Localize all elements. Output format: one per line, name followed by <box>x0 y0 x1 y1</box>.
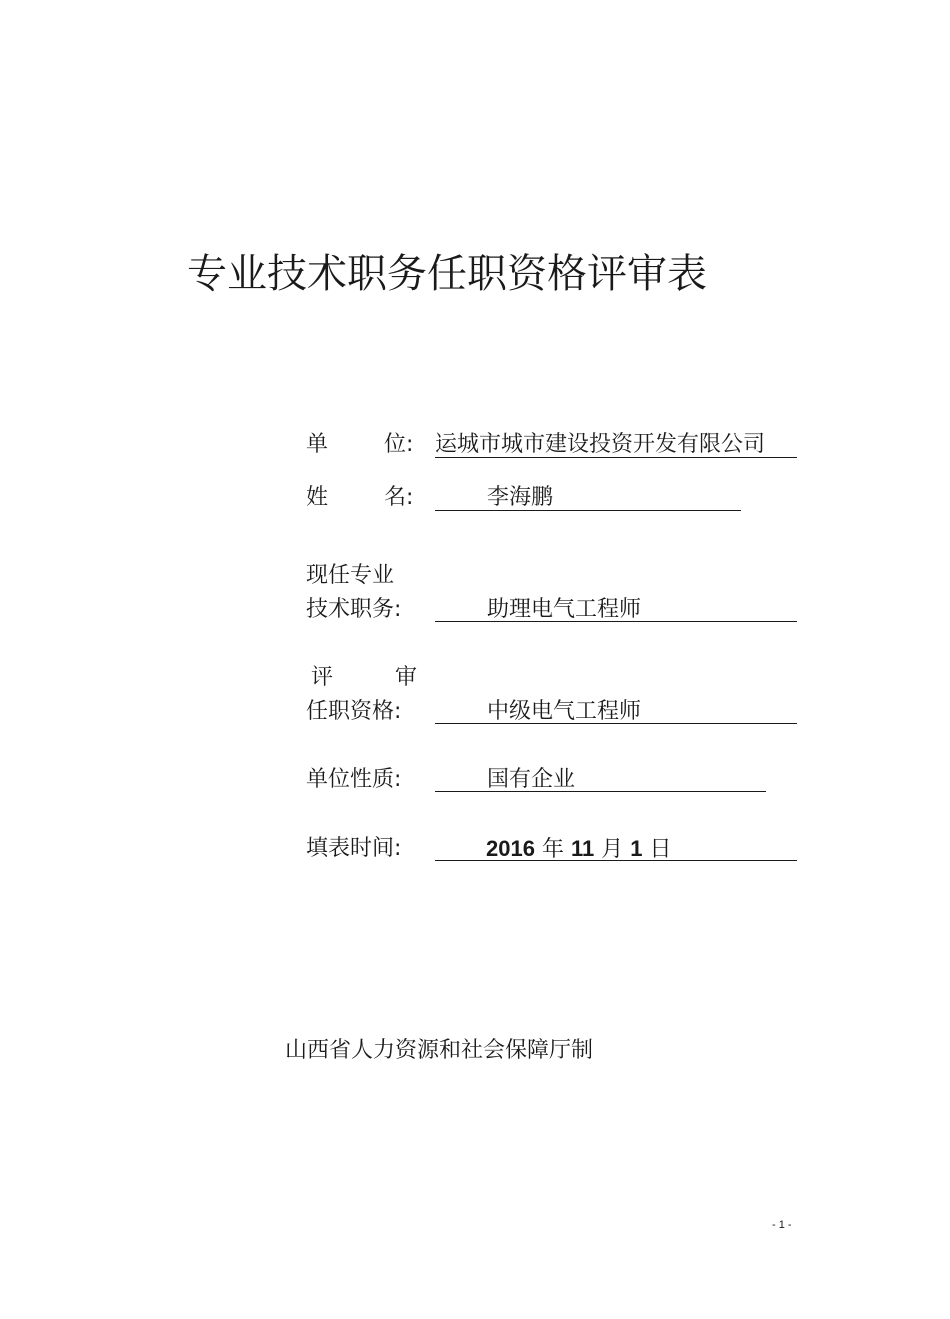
review-value: 中级电气工程师 <box>487 699 642 724</box>
unit-nature-label: 单位性质: <box>306 767 402 792</box>
fill-date-year: 2016 <box>486 836 535 861</box>
review-label-char1: 评 <box>311 665 334 690</box>
current-position-label-line2: 技术职务: <box>306 597 402 622</box>
fill-date-year-unit: 年 <box>541 837 564 862</box>
review-underline <box>435 723 797 724</box>
page-number: - 1 - <box>772 1219 792 1231</box>
fill-date-month-unit: 月 <box>601 837 624 862</box>
current-position-value: 助理电气工程师 <box>487 597 642 622</box>
unit-underline <box>435 457 797 458</box>
fill-date-label: 填表时间: <box>306 836 402 861</box>
unit-nature-underline <box>435 791 766 792</box>
review-label-char2: 审 <box>395 665 418 690</box>
fill-date-day: 1 <box>630 836 643 861</box>
fill-date-underline <box>435 860 797 861</box>
document-title: 专业技术职务任职资格评审表 <box>187 251 707 297</box>
name-label-char1: 姓 <box>306 485 329 510</box>
issuer-text: 山西省人力资源和社会保障厅制 <box>285 1038 594 1063</box>
fill-date-day-unit: 日 <box>649 837 672 862</box>
review-label-line2: 任职资格: <box>306 699 402 724</box>
unit-nature-value: 国有企业 <box>487 767 576 792</box>
unit-label-char2: 位: <box>384 432 414 457</box>
unit-value: 运城市城市建设投资开发有限公司 <box>435 432 766 457</box>
current-position-label-line1: 现任专业 <box>306 563 395 588</box>
name-underline <box>435 510 741 511</box>
fill-date-month: 11 <box>570 836 595 861</box>
current-position-underline <box>435 621 797 622</box>
name-value: 李海鹏 <box>487 485 554 510</box>
name-label-char2: 名: <box>384 485 414 510</box>
unit-label-char1: 单 <box>306 432 329 457</box>
